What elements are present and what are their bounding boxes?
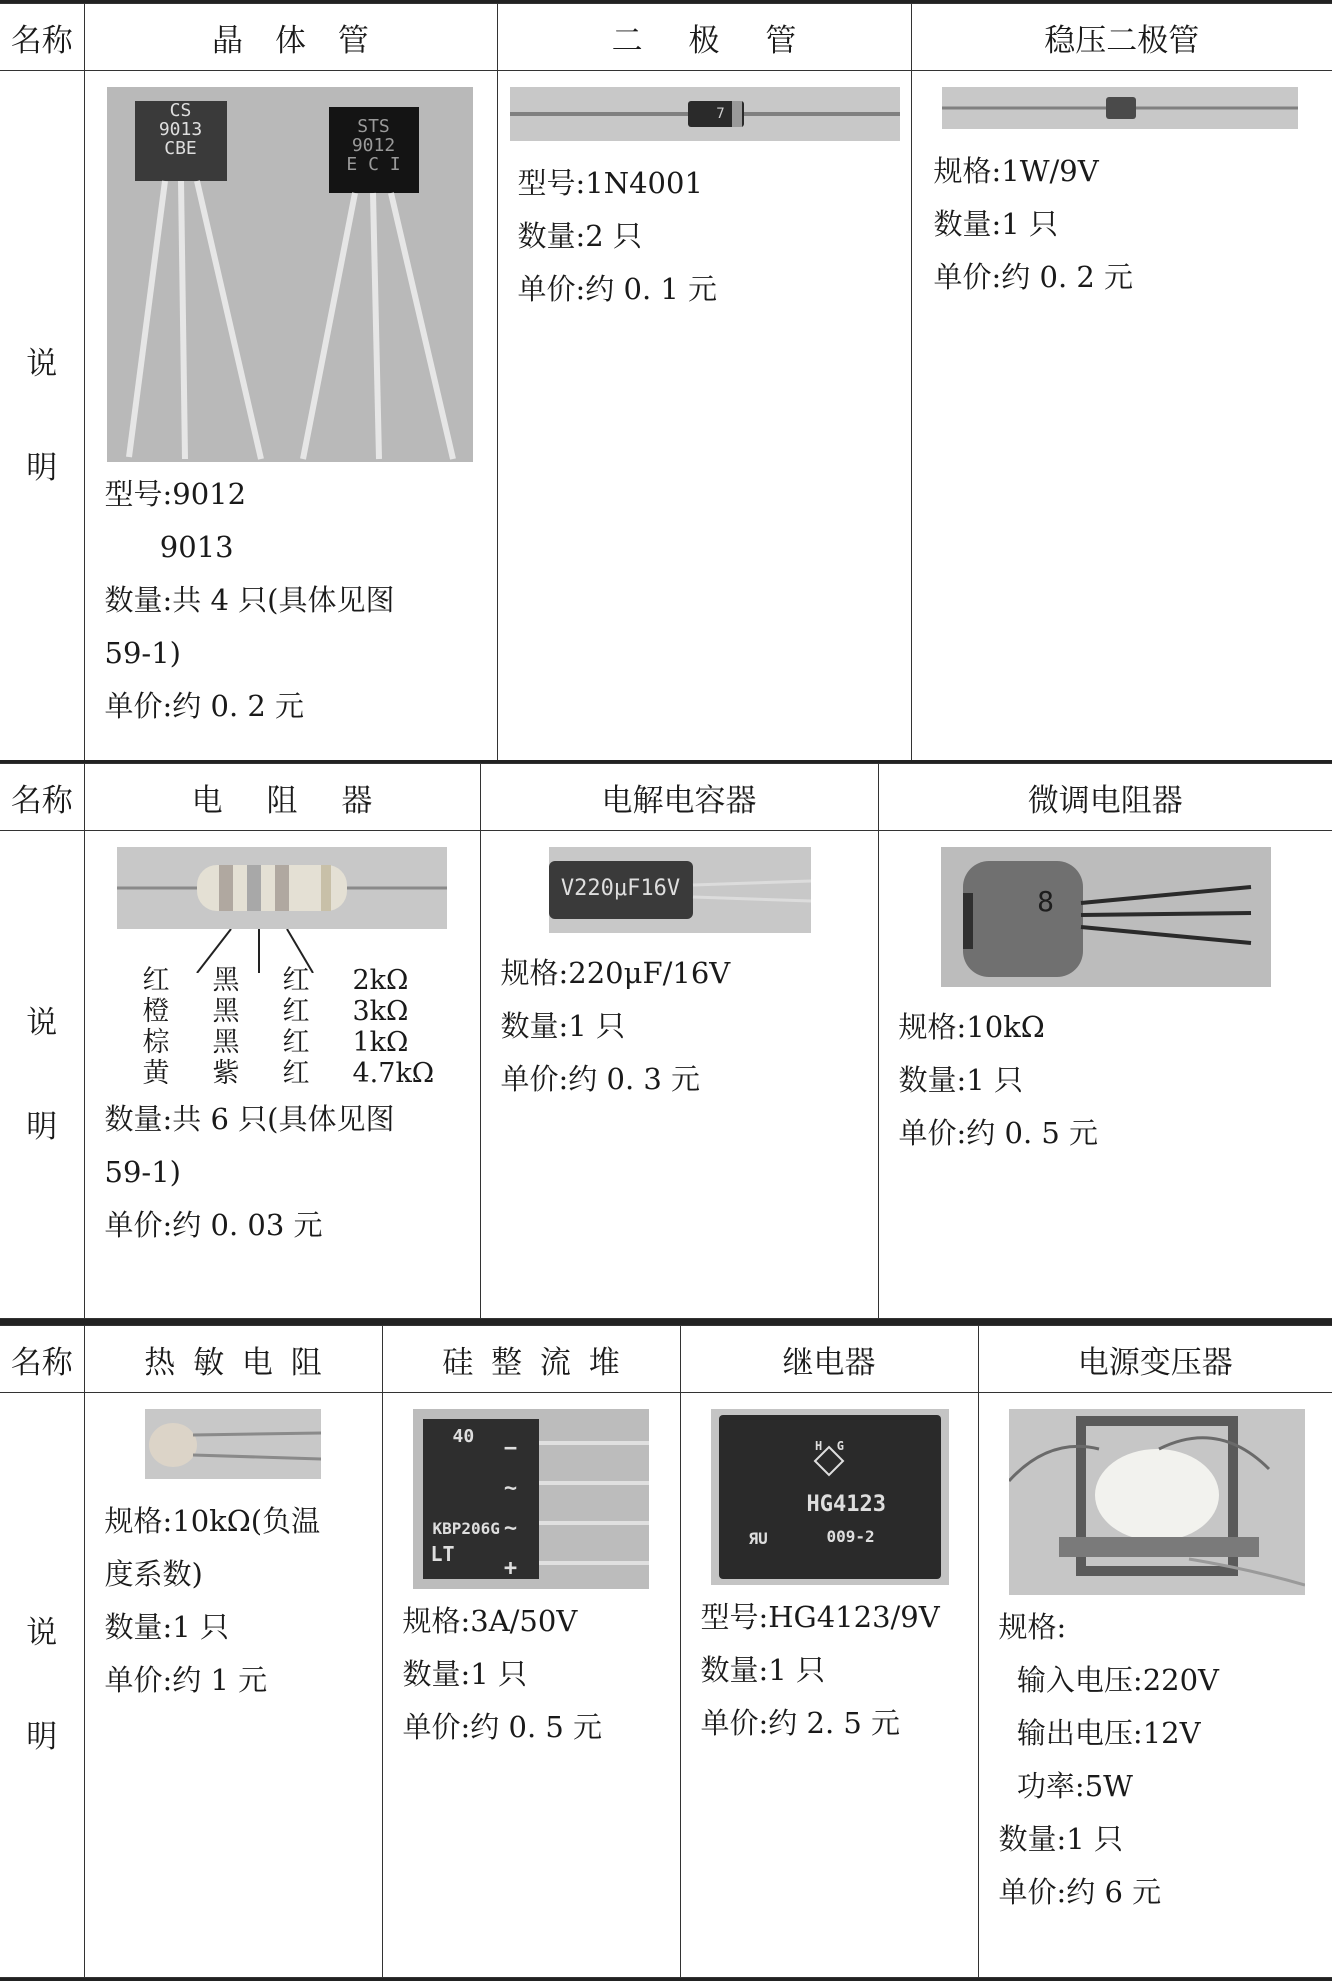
transformer-photo xyxy=(1009,1409,1305,1595)
color-code-1-band2: 黑 xyxy=(213,965,253,996)
resistor-color-codes xyxy=(143,965,480,1089)
rectifier-code-label: 40 xyxy=(453,1427,475,1446)
diode-model: 型号:1N4001 xyxy=(518,157,891,210)
thermistor-illustration xyxy=(145,1409,321,1479)
transistor-price: 单价:约 0. 2 元 xyxy=(105,680,477,733)
transformer-price: 单价:约 6 元 xyxy=(999,1866,1313,1919)
transistor-photo xyxy=(107,87,473,462)
header-relay: 继电器 xyxy=(680,1326,978,1393)
relay-model-label: HG4123 xyxy=(807,1493,886,1517)
transistor-9013-label: CS 9013 CBE xyxy=(135,101,227,158)
color-code-3-value: 1kΩ xyxy=(353,1027,463,1058)
thermistor-text xyxy=(85,1479,382,1723)
transistor-qty-2: 59-1) xyxy=(105,627,477,680)
table-section-2 xyxy=(0,760,1332,1322)
transformer-spec-label: 规格: xyxy=(999,1601,1313,1654)
resistor-photo xyxy=(117,847,447,929)
transistor-9012-label: STS 9012 E C I xyxy=(329,117,419,174)
color-code-2-value: 3kΩ xyxy=(353,996,463,1027)
color-code-1-value: 2kΩ xyxy=(353,965,463,996)
cell-thermistor xyxy=(84,1393,382,1978)
capacitor-text xyxy=(481,933,878,1122)
resistor-price: 单价:约 0. 03 元 xyxy=(105,1199,460,1252)
cell-trimmer xyxy=(878,831,1332,1319)
thermistor-qty: 数量:1 只 xyxy=(105,1601,362,1654)
header-thermistor: 热 敏 电 阻 xyxy=(84,1326,382,1393)
zener-qty: 数量:1 只 xyxy=(934,198,1313,251)
transformer-power: 功率:5W xyxy=(999,1760,1313,1813)
trimmer-illustration xyxy=(941,847,1271,987)
relay-batch-label: 009-2 xyxy=(827,1527,875,1546)
header-name-label: 名称 xyxy=(0,4,84,71)
zener-price: 单价:约 0. 2 元 xyxy=(934,251,1313,304)
relay-price: 单价:约 2. 5 元 xyxy=(701,1697,958,1750)
trimmer-photo xyxy=(941,847,1271,987)
color-code-3-band2: 黑 xyxy=(213,1027,253,1058)
transistor-model: 型号:9012 xyxy=(105,468,477,521)
trimmer-spec: 规格:10kΩ xyxy=(899,1001,1313,1054)
cell-transistor xyxy=(84,71,497,761)
thermistor-photo xyxy=(145,1409,321,1479)
cell-zener-diode xyxy=(911,71,1332,761)
diode-price: 单价:约 0. 1 元 xyxy=(518,263,891,316)
color-code-2-band2: 黑 xyxy=(213,996,253,1027)
transistor-text xyxy=(85,462,497,749)
cell-diode xyxy=(497,71,911,761)
rectifier-price: 单价:约 0. 5 元 xyxy=(403,1701,660,1754)
color-code-1-band3: 红 xyxy=(283,965,323,996)
transformer-qty: 数量:1 只 xyxy=(999,1813,1313,1866)
table-section-1 xyxy=(0,0,1332,764)
relay-photo xyxy=(711,1409,949,1585)
trimmer-qty: 数量:1 只 xyxy=(899,1054,1313,1107)
zener-photo xyxy=(942,87,1298,129)
desc-label-2: 说 明 xyxy=(0,831,84,1319)
header-trimmer: 微调电阻器 xyxy=(878,764,1332,831)
relay-hg-label: H G xyxy=(807,1437,853,1456)
relay-model: 型号:HG4123/9V xyxy=(701,1591,958,1644)
rectifier-text xyxy=(383,1589,680,1770)
color-code-4-band1: 黄 xyxy=(143,1058,183,1089)
color-code-3-band1: 棕 xyxy=(143,1027,183,1058)
cell-resistor xyxy=(84,831,480,1319)
transformer-text xyxy=(979,1595,1332,1935)
resistor-text xyxy=(85,1089,480,1268)
rectifier-qty: 数量:1 只 xyxy=(403,1648,660,1701)
header-resistor: 电 阻 器 xyxy=(84,764,480,831)
color-code-4-band3: 红 xyxy=(283,1058,323,1089)
rectifier-pin-label: − ∼ ∼ + xyxy=(499,1429,523,1589)
rectifier-brand-label: LT xyxy=(431,1545,455,1564)
resistor-illustration xyxy=(117,847,447,929)
capacitor-qty: 数量:1 只 xyxy=(501,1000,858,1053)
color-code-1-band1: 红 xyxy=(143,965,183,996)
rectifier-model-label: KBP206G xyxy=(433,1519,500,1538)
relay-qty: 数量:1 只 xyxy=(701,1644,958,1697)
rectifier-photo xyxy=(413,1409,649,1589)
color-code-2-band1: 橙 xyxy=(143,996,183,1027)
header-capacitor: 电解电容器 xyxy=(480,764,878,831)
color-code-3-band3: 红 xyxy=(283,1027,323,1058)
thermistor-spec: 规格:10kΩ(负温 xyxy=(105,1495,362,1548)
transformer-input-voltage: 输入电压:220V xyxy=(999,1654,1313,1707)
thermistor-price: 单价:约 1 元 xyxy=(105,1654,362,1707)
header-diode: 二 极 管 xyxy=(497,4,911,71)
cell-transformer xyxy=(978,1393,1332,1978)
color-code-4-value: 4.7kΩ xyxy=(353,1058,463,1089)
zener-spec: 规格:1W/9V xyxy=(934,145,1313,198)
trimmer-label: 8 xyxy=(1031,887,1061,917)
capacitor-price: 单价:约 0. 3 元 xyxy=(501,1053,858,1106)
resistor-qty-2: 59-1) xyxy=(105,1146,460,1199)
color-code-4-band2: 紫 xyxy=(213,1058,253,1089)
capacitor-photo xyxy=(549,847,811,933)
transformer-illustration xyxy=(1009,1409,1305,1595)
diode-text xyxy=(498,141,911,332)
relay-ul-label: ЯU xyxy=(749,1529,768,1548)
transistor-model-2: 9013 xyxy=(105,521,477,574)
trimmer-text xyxy=(879,987,1332,1176)
diode-band-label: 7 xyxy=(714,105,728,124)
rectifier-spec: 规格:3A/50V xyxy=(403,1595,660,1648)
diode-illustration xyxy=(510,87,900,141)
diode-photo xyxy=(510,87,900,141)
relay-text xyxy=(681,1585,978,1766)
header-rectifier: 硅 整 流 堆 xyxy=(382,1326,680,1393)
transformer-output-voltage: 输出电压:12V xyxy=(999,1707,1313,1760)
thermistor-spec-2: 度系数) xyxy=(105,1548,362,1601)
resistor-qty: 数量:共 6 只(具体见图 xyxy=(105,1093,460,1146)
transistor-qty: 数量:共 4 只(具体见图 xyxy=(105,574,477,627)
trimmer-price: 单价:约 0. 5 元 xyxy=(899,1107,1313,1160)
table-section-3 xyxy=(0,1322,1332,1981)
header-transformer: 电源变压器 xyxy=(978,1326,1332,1393)
desc-label: 说 明 xyxy=(0,71,84,761)
capacitor-label: V220μF16V xyxy=(551,877,691,901)
header-zener-diode: 稳压二极管 xyxy=(911,4,1332,71)
desc-label-3: 说 明 xyxy=(0,1393,84,1978)
diode-qty: 数量:2 只 xyxy=(518,210,891,263)
cell-relay xyxy=(680,1393,978,1978)
header-name-label-3: 名称 xyxy=(0,1326,84,1393)
zener-illustration xyxy=(942,87,1298,129)
header-transistor: 晶 体 管 xyxy=(84,4,497,71)
cell-rectifier xyxy=(382,1393,680,1978)
color-code-2-band3: 红 xyxy=(283,996,323,1027)
zener-text xyxy=(912,129,1332,320)
cell-capacitor xyxy=(480,831,878,1319)
capacitor-spec: 规格:220μF/16V xyxy=(501,947,858,1000)
header-name-label-2: 名称 xyxy=(0,764,84,831)
